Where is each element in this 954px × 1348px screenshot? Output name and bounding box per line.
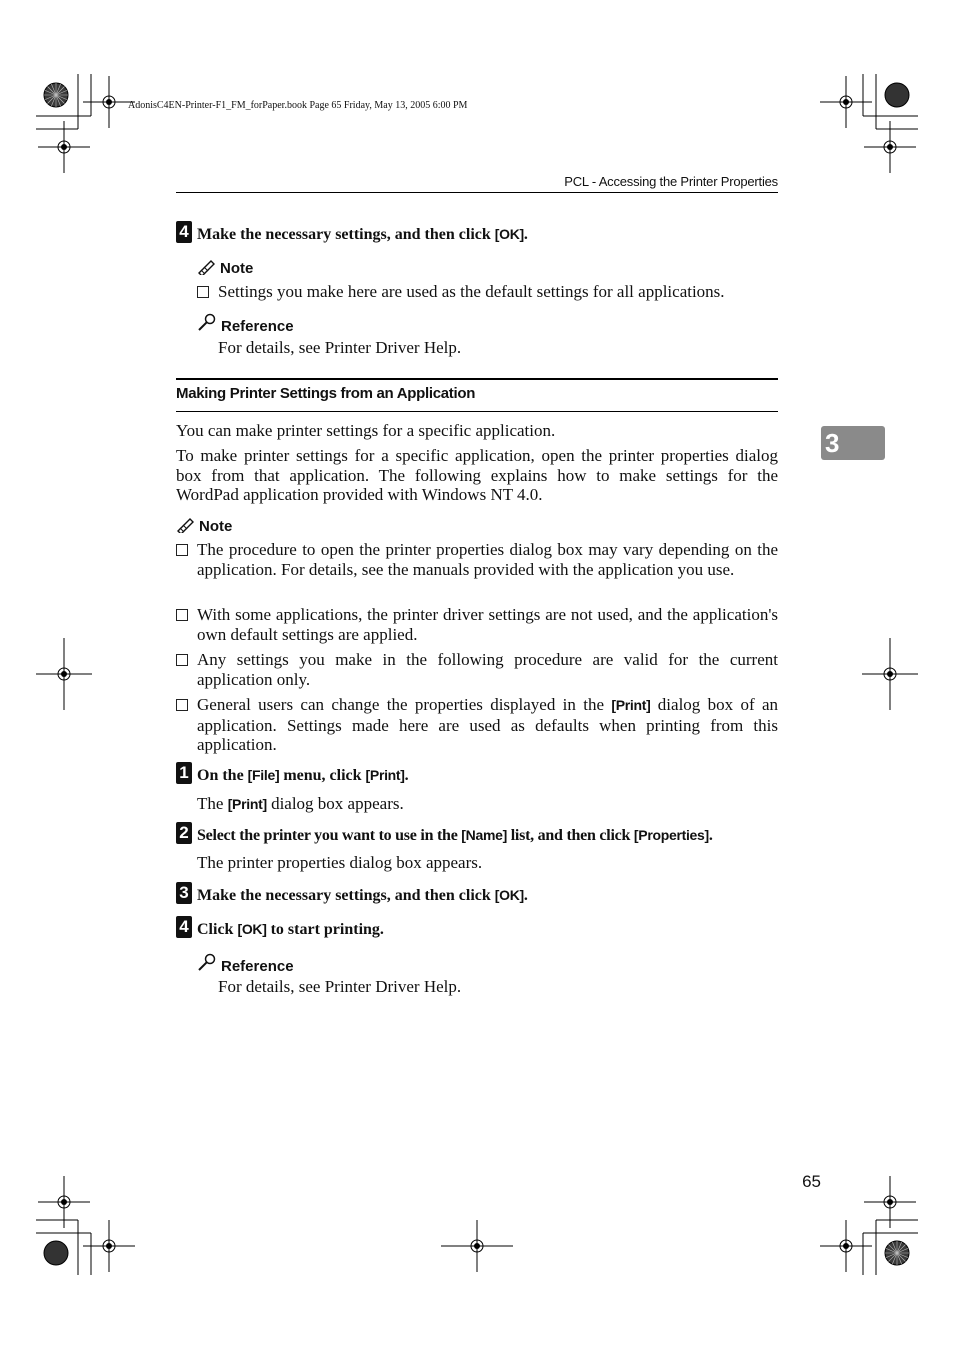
print-dialog-ref: [Print] [227, 796, 267, 812]
note-item: With some applications, the printer driver settings are not used, and the application's own default settings are applied. [176, 605, 778, 644]
pencil-icon [176, 517, 195, 533]
header-rule [176, 192, 778, 193]
step-number: 4 [176, 221, 192, 243]
reference-heading: Reference [197, 313, 294, 336]
ok-button-ref: [OK] [237, 921, 267, 937]
note-item: Any settings you make in the following procedure are valid for the current application only. [176, 650, 778, 689]
checkbox-bullet-icon [197, 286, 209, 298]
note-item: The procedure to open the printer properties dialog box may vary depending on the application. For details, see the manuals provided with the application you use. [176, 540, 778, 579]
book-info-line: AdonisC4EN-Printer-F1_FM_forPaper.book Page 65 Friday, May 13, 2005 6:00 PM [128, 100, 468, 111]
checkbox-bullet-icon [176, 699, 188, 711]
running-header: PCL - Accessing the Printer Properties [564, 174, 778, 189]
solid-circle-mark [885, 83, 909, 107]
step-result: The [Print] dialog box appears. [197, 794, 404, 813]
chapter-tab: 3 [821, 426, 885, 460]
section-rule-bottom [176, 411, 778, 412]
reference-heading: Reference [197, 953, 294, 976]
step-number: 2 [176, 822, 192, 844]
step-number: 4 [176, 916, 192, 938]
step-instruction: On the [File] menu, click [Print]. [197, 767, 409, 784]
pencil-icon [197, 259, 216, 275]
checkbox-bullet-icon [176, 654, 188, 666]
magnifier-icon [197, 953, 217, 973]
checkbox-bullet-icon [176, 609, 188, 621]
step-result: The printer properties dialog box appears. [197, 853, 483, 872]
step-number: 1 [176, 762, 192, 784]
ok-button-ref: [OK] [494, 226, 524, 242]
print-dialog-ref: [Print] [611, 697, 651, 713]
magnifier-icon [197, 313, 217, 333]
properties-button-ref: [Properties] [633, 827, 709, 843]
step-number: 3 [176, 882, 192, 904]
file-menu-ref: [File] [247, 767, 280, 783]
registration-mark [820, 1220, 872, 1272]
note-heading: Note [176, 517, 232, 536]
step-instruction: Select the printer you want to use in the [Name] list, and then click [Properties]. [197, 827, 713, 844]
name-list-ref: [Name] [461, 827, 507, 843]
section-title: Making Printer Settings from an Application [176, 385, 476, 402]
reference-text: For details, see Printer Driver Help. [218, 338, 462, 357]
step-instruction: Make the necessary settings, and then click [OK]. [197, 887, 528, 904]
intro-paragraph: You can make printer settings for a specific application. [176, 421, 556, 440]
note-item: Settings you make here are used as the default settings for all applications. [197, 282, 779, 302]
checkbox-bullet-icon [176, 544, 188, 556]
color-wheel-mark [44, 83, 68, 107]
step-instruction: Click [OK] to start printing. [197, 921, 384, 938]
ok-button-ref: [OK] [494, 887, 524, 903]
note-heading: Note [197, 259, 253, 278]
solid-circle-mark [44, 1241, 68, 1265]
page-number: 65 [802, 1172, 821, 1191]
registration-mark [820, 76, 872, 128]
section-rule-top [176, 378, 778, 380]
color-wheel-mark [885, 1241, 909, 1265]
step-instruction: Make the necessary settings, and then click [OK]. [197, 226, 528, 243]
reference-text: For details, see Printer Driver Help. [218, 977, 462, 996]
body-paragraph: To make printer settings for a specific application, open the printer properties dialog box from that application. The following explains how to make settings for the WordPad application provided with Windows NT 4.0. [176, 446, 778, 505]
print-menu-ref: [Print] [365, 767, 405, 783]
note-item: General users can change the properties displayed in the [Print] dialog box of an application. Settings made here are used as defaults when printing from this application. [176, 695, 778, 755]
